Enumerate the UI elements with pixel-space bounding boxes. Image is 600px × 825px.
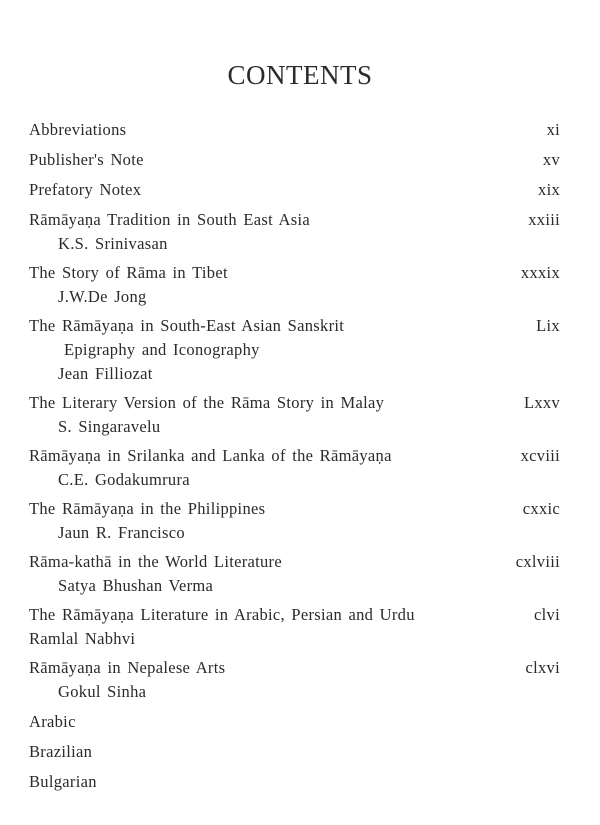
entry-page-number: xi bbox=[546, 120, 560, 139]
toc-entry-tibet bbox=[29, 261, 560, 309]
toc-entry-srilanka bbox=[29, 444, 560, 492]
entry-title: The Story of Rāma in Tibet bbox=[29, 263, 228, 282]
toc-entry-malay bbox=[29, 391, 560, 439]
toc-entry-prefatory-note bbox=[29, 178, 560, 202]
entry-title: The Rāmāyaṇa in the Philippines bbox=[29, 499, 266, 518]
toc-entry-nepalese-arts bbox=[29, 656, 560, 704]
entry-page-number: clvi bbox=[534, 605, 560, 624]
entry-page-number: cxlviii bbox=[515, 552, 560, 571]
entry-title: Rāmāyaṇa in Srilanka and Lanka of the Rāmāyaṇa bbox=[29, 446, 392, 465]
entry-author: Ramlal Nabhvi bbox=[29, 629, 136, 648]
entry-author: S. Singaravelu bbox=[58, 417, 161, 436]
toc-entry-philippines bbox=[29, 497, 560, 545]
toc-entry-arabic bbox=[29, 710, 560, 734]
toc-entry-south-east-asia bbox=[29, 208, 560, 256]
table-of-contents bbox=[29, 118, 560, 794]
entry-title: Rāmāyaṇa Tradition in South East Asia bbox=[29, 210, 310, 229]
toc-entry-bulgarian bbox=[29, 770, 560, 794]
entry-title: The Rāmāyaṇa in South-East Asian Sanskrit bbox=[29, 316, 345, 335]
entry-page-number: Lix bbox=[536, 316, 560, 335]
entry-title: Abbreviations bbox=[29, 120, 127, 139]
entry-page-number: cxxic bbox=[522, 499, 560, 518]
entry-author: Jean Filliozat bbox=[58, 364, 153, 383]
entry-author: Jaun R. Francisco bbox=[58, 523, 185, 542]
entry-author: J.W.De Jong bbox=[58, 287, 147, 306]
entry-title: The Literary Version of the Rāma Story in Malay bbox=[29, 393, 385, 412]
entry-title: Rāmāyaṇa in Nepalese Arts bbox=[29, 658, 226, 677]
page-title: CONTENTS bbox=[227, 60, 373, 90]
entry-page-number: xxiii bbox=[528, 210, 560, 229]
entry-page-number: xv bbox=[542, 150, 560, 169]
entry-page-number: Lxxv bbox=[523, 393, 560, 412]
toc-entry-abbreviations bbox=[29, 118, 560, 142]
entry-page-number: xix bbox=[538, 180, 560, 199]
entry-title: Rāma-kathā in the World Literature bbox=[29, 552, 282, 571]
toc-entry-publishers-note bbox=[29, 148, 560, 172]
entry-title: Bulgarian bbox=[29, 772, 97, 791]
toc-entry-arabic-persian-urdu bbox=[29, 603, 560, 651]
entry-title: Prefatory Notex bbox=[29, 180, 142, 199]
entry-author: Satya Bhushan Verma bbox=[58, 576, 214, 595]
toc-entry-brazilian bbox=[29, 740, 560, 764]
entry-page-number: clxvi bbox=[525, 658, 560, 677]
toc-entry-sanskrit-epigraphy bbox=[29, 314, 560, 386]
entry-title: The Rāmāyaṇa Literature in Arabic, Persian and Urdu bbox=[29, 605, 415, 624]
entry-author: C.E. Godakumrura bbox=[58, 470, 190, 489]
entry-author: Gokul Sinha bbox=[58, 682, 147, 701]
entry-title: Brazilian bbox=[29, 742, 93, 761]
entry-page-number: xcviii bbox=[520, 446, 560, 465]
entry-page-number: xxxix bbox=[520, 263, 560, 282]
entry-author: K.S. Srinivasan bbox=[58, 234, 168, 253]
entry-title: Arabic bbox=[29, 712, 76, 731]
entry-title-continued: Epigraphy and Iconography bbox=[64, 340, 260, 359]
entry-title: Publisher's Note bbox=[29, 150, 144, 169]
toc-entry-world-literature bbox=[29, 550, 560, 598]
